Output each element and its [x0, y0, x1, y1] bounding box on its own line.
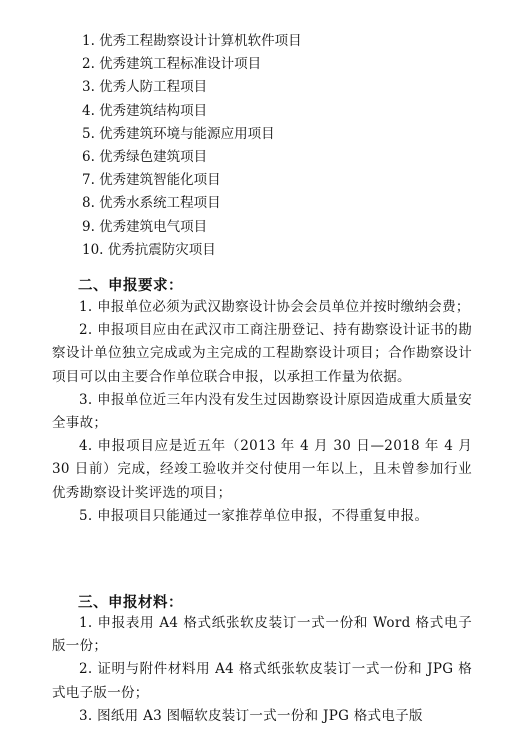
- materials-section: [52, 612, 472, 728]
- list-item: 6. 优秀绿色建筑项目: [82, 148, 208, 165]
- paragraph: 2. 申报项目应由在武汉市工商注册登记、持有勘察设计证书的勘察设计单位独立完成或为主完成的工程勘察设计项目；合作勘察设计项目可以由主要合作单位联合申报，以承担工作量为依据。: [52, 322, 472, 385]
- list-item: 3. 优秀人防工程项目: [82, 79, 208, 96]
- list-item: 7. 优秀建筑智能化项目: [82, 172, 221, 189]
- paragraph: 5. 申报项目只能通过一家推荐单位申报，不得重复申报。: [79, 507, 429, 524]
- paragraph: 3. 图纸用 A3 图幅软皮装订一式一份和 JPG 格式电子版: [79, 707, 423, 724]
- list-item: 4. 优秀建筑结构项目: [82, 102, 208, 119]
- list-item: 10. 优秀抗震防灾项目: [82, 241, 216, 258]
- paragraph: 1. 申报单位必须为武汉勘察设计协会会员单位并按时缴纳会费；: [79, 299, 470, 315]
- paragraph: 4. 申报项目应是近五年（2013 年 4 月 30 日—2018 年 4 月 30 日前）完成，经竣工验收并交付使用一年以上，且未曾参加行业优秀勘察设计奖评选的项目；: [52, 438, 472, 501]
- list-item: 5. 优秀建筑环境与能源应用项目: [82, 125, 275, 142]
- list-item: 9. 优秀建筑电气项目: [82, 218, 208, 235]
- award-category-list: [82, 30, 302, 262]
- paragraph: 1. 申报表用 A4 格式纸张软皮装订一式一份和 Word 格式电子版一份；: [52, 615, 472, 655]
- list-item: 8. 优秀水系统工程项目: [82, 195, 221, 212]
- requirements-section: [52, 296, 472, 528]
- section-heading-requirements: 二、申报要求：: [78, 277, 183, 294]
- paragraph: 3. 申报单位近三年内没有发生过因勘察设计原因造成重大质量安全事故；: [52, 391, 472, 432]
- list-item: 1. 优秀工程勘察设计计算机软件项目: [82, 33, 302, 49]
- list-item: 2. 优秀建筑工程标准设计项目: [82, 56, 262, 73]
- section-heading-materials: 三、申报材料：: [78, 594, 183, 611]
- paragraph: 2. 证明与附件材料用 A4 格式纸张软皮装订一式一份和 JPG 格式电子版一份；: [52, 661, 472, 701]
